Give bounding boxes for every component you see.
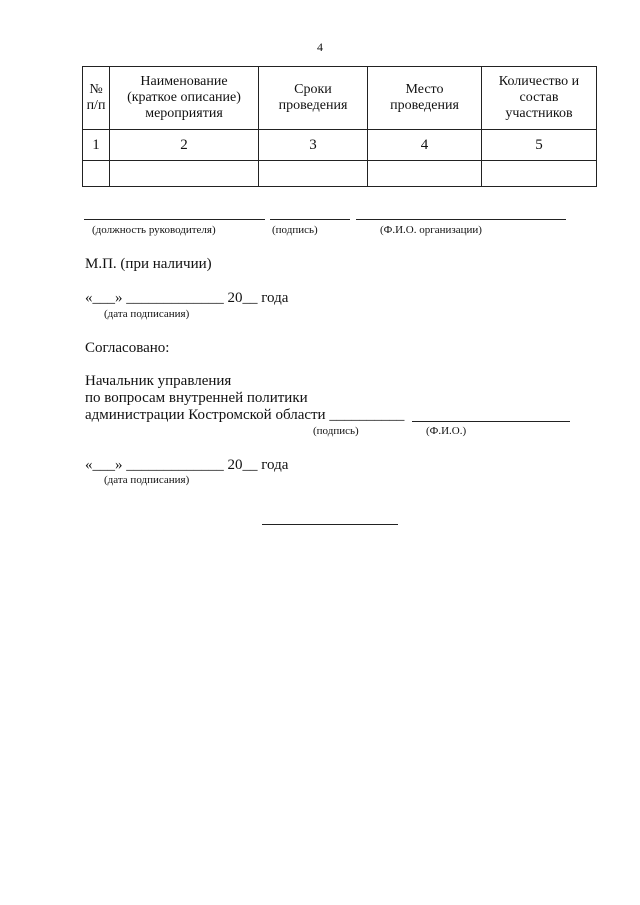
header-cell-participants: Количество и состав участников	[482, 67, 597, 130]
table-cell: 1	[83, 130, 110, 161]
header-cell-name: Наименование (краткое описание) мероприятия	[110, 67, 259, 130]
header-cell-dates: Сроки проведения	[259, 67, 368, 130]
date-line-1: «___» _____________ 20__ года	[85, 290, 289, 306]
page-number: 4	[317, 40, 323, 54]
table-row	[83, 130, 597, 161]
fio-line	[356, 219, 566, 220]
approver-signature-caption: (подпись)	[313, 425, 359, 437]
position-caption: (должность руководителя)	[92, 224, 216, 236]
approver-fio-line	[412, 421, 570, 422]
table-cell: 4	[368, 130, 482, 161]
fio-org-caption: (Ф.И.О. организации)	[380, 224, 482, 236]
table-cell	[110, 161, 259, 187]
stamp-text: М.П. (при наличии)	[85, 256, 212, 272]
approver-line-2: по вопросам внутренней политики	[85, 390, 308, 406]
header-cell-number: № п/п	[83, 67, 110, 130]
events-table	[82, 66, 597, 187]
approver-line-1: Начальник управления	[85, 373, 232, 389]
table-cell: 3	[259, 130, 368, 161]
table-cell	[368, 161, 482, 187]
date-line-2: «___» _____________ 20__ года	[85, 457, 289, 473]
signature-caption: (подпись)	[272, 224, 318, 236]
table-cell	[83, 161, 110, 187]
agreed-label: Согласовано:	[85, 340, 170, 356]
approver-line-3: администрации Костромской области __________	[85, 407, 405, 423]
date-caption-2: (дата подписания)	[104, 474, 190, 486]
signature-line	[270, 219, 350, 220]
closing-divider	[262, 524, 398, 525]
table-cell	[259, 161, 368, 187]
table-header-row	[83, 67, 597, 130]
table-cell: 2	[110, 130, 259, 161]
date-caption-1: (дата подписания)	[104, 308, 190, 320]
header-cell-place: Место проведения	[368, 67, 482, 130]
position-line	[84, 219, 265, 220]
approver-fio-caption: (Ф.И.О.)	[426, 425, 467, 437]
table-cell	[482, 161, 597, 187]
table-cell: 5	[482, 130, 597, 161]
table-row	[83, 161, 597, 187]
